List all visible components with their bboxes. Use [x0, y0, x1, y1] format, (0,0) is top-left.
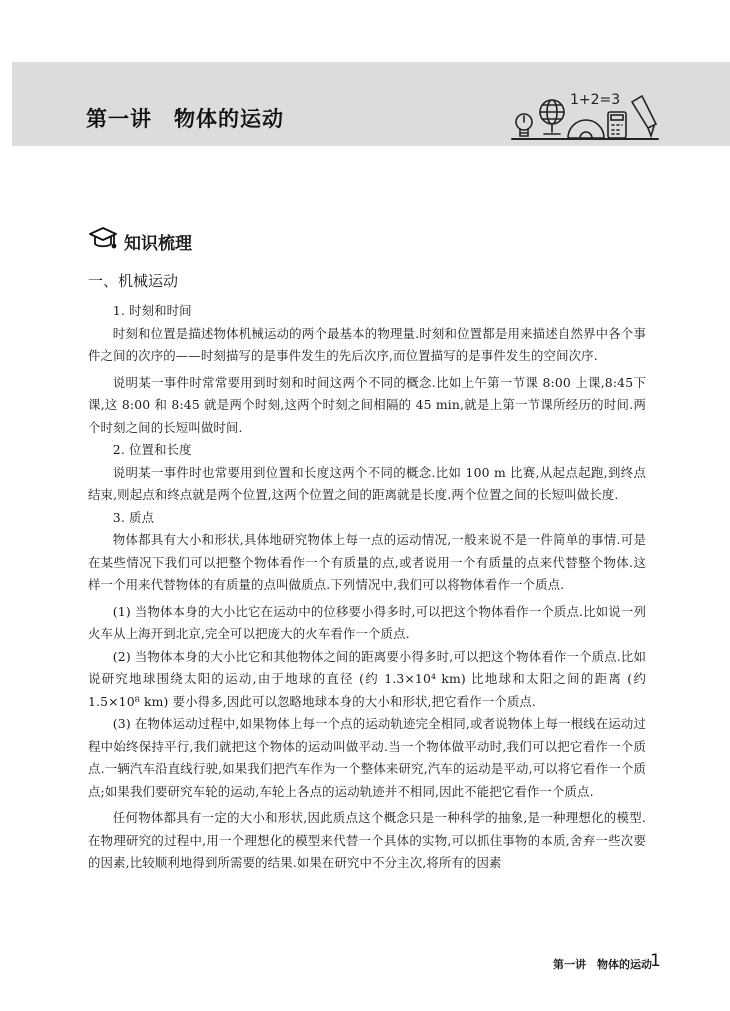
paragraph: (1) 当物体本身的大小比它在运动中的位移要小得多时,可以把这个物体看作一个质点.比如说一列火车从上海开到北京,完全可以把庞大的火车看作一个质点.: [88, 603, 646, 641]
formula-text: 1+2=3: [570, 92, 621, 108]
heading-particle: 3. 质点: [112, 509, 155, 525]
calculator-icon: [608, 112, 626, 138]
paragraph: 时刻和位置是描述物体机械运动的两个最基本的物理量.时刻和位置都是用来描述自然界中各个事件之间的次序的——时刻描写的是事件发生的先后次序,而位置描写的是事件发生的空间次序.: [88, 325, 646, 363]
paragraph: (3) 在物体运动过程中,如果物体上每一个点的运动轨迹完全相同,或者说物体上每一根线在运动过程中始终保持平行,我们就把这个物体的运动叫做平动.当一个物体做平动时,我们可以把它看作一个质点.一辆汽车沿直线行驶,如果我们把汽车作为一个整体来研究,汽车的运动是平动,可以将它看作一个质点;如果我们要研究车轮的运动,车轮上各点的运动轨迹并不相同,因此不能把它看作一个质点.: [88, 716, 646, 799]
lightbulb-icon: [516, 114, 532, 136]
chapter-title: 第一讲 物体的运动: [86, 107, 284, 131]
heading-time: 1. 时刻和时间: [112, 303, 192, 318]
paragraph: 任何物体都具有一定的大小和形状,因此质点这个概念只是一种科学的抽象,是一种理想化的模型.在物理研究的过程中,用一个理想化的模型来代替一个具体的实物,可以抓住事物的本质,舍弃一些次要的因素,比较顺利地得到所需要的结果.如果在研究中不分主次,将所有的因素: [88, 810, 646, 870]
subsection-title: 一、机械运动: [88, 272, 179, 290]
pencil-icon: [632, 96, 656, 136]
globe-icon: [540, 100, 564, 134]
paragraph: 物体都具有大小和形状,具体地研究物体上每一点的运动情况,一般来说不是一件简单的事情.可是在某些情况下我们可以把整个物体看作一个有质量的点,或者说用一个有质量的点来代替整个物体.这样一个用来代替物体的有质量的点叫做质点.下列情况中,我们可以将物体看作一个质点.: [88, 532, 646, 592]
graduation-cap-icon: [88, 224, 118, 254]
paragraph: 说明某一事件时常常要用到时刻和时间这两个不同的概念.比如上午第一节课 8:00 上课,8:45下课,这 8:00 和 8:45 就是两个时刻,这两个时刻之间相隔的 45 min,就是上第一节课所经历的时间.两个时刻之间的长短叫做时间.: [88, 374, 646, 435]
stationery-illustration: [510, 88, 660, 146]
heading-position: 2. 位置和长度: [112, 442, 192, 457]
paragraph: 说明某一事件时也常要用到位置和长度这两个不同的概念.比如 100 m 比赛,从起点起跑,到终点结束,则起点和终点就是两个位置,这两个位置之间的距离就是长度.两个位置之间的长短叫做长度.: [88, 464, 646, 502]
protractor-icon: [568, 120, 604, 138]
running-footer: 第一讲 物体的运动: [553, 958, 652, 971]
section-title: 知识梳理: [124, 234, 192, 254]
body-text: [88, 300, 646, 875]
page-number: 1: [650, 951, 661, 971]
paragraph: (2) 当物体本身的大小比它和其他物体之间的距离要小得多时,可以把这个物体看作一个质点.比如说研究地球围绕太阳的运动,由于地球的直径 (约 1.3×10⁴ km) 比地球和太阳之间的距离 (约 1.5×10⁸ km) 要小得多,因此可以忽略地球本身的大小和形状,把它看作一个质点.: [88, 648, 646, 709]
